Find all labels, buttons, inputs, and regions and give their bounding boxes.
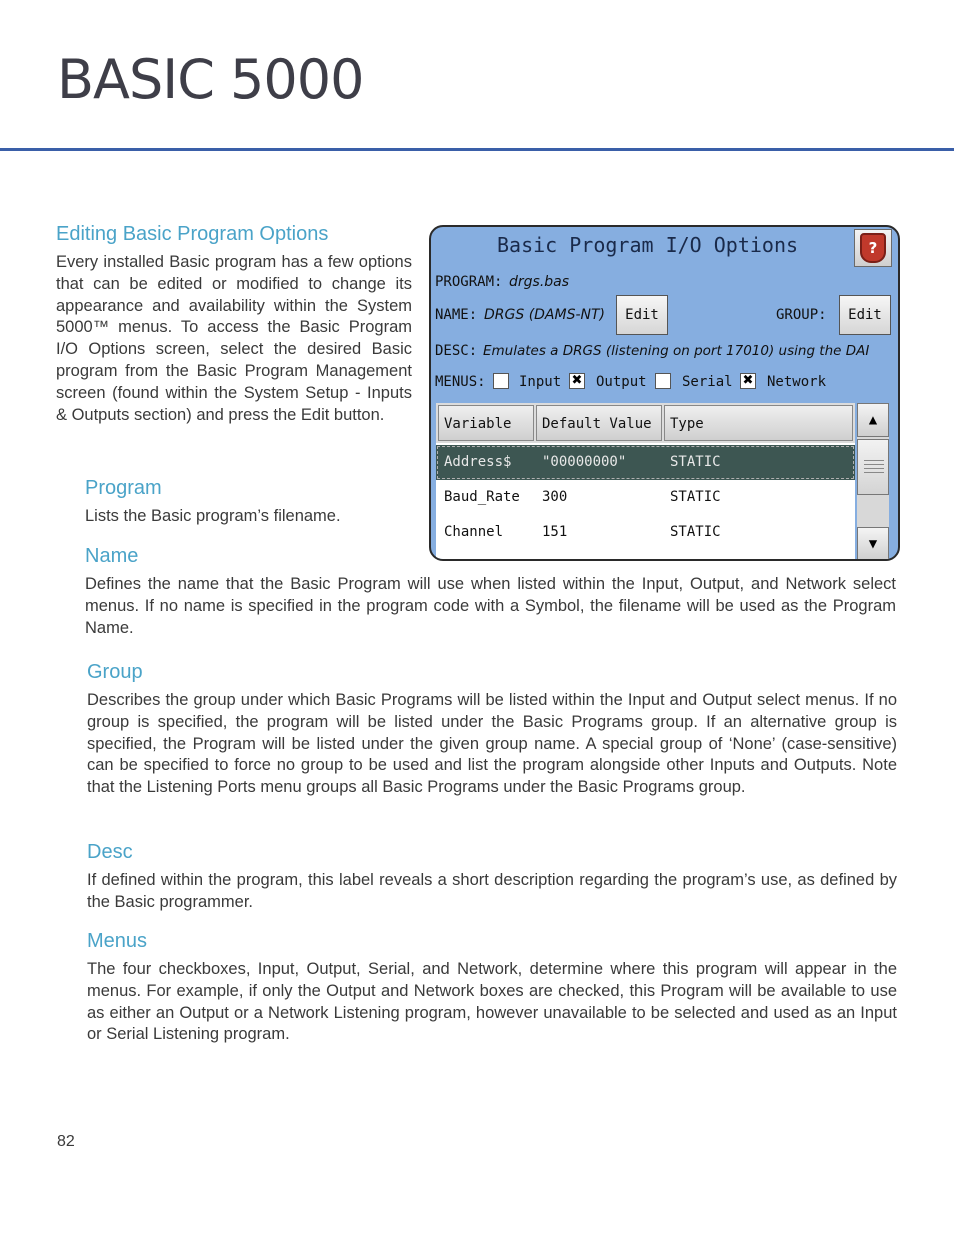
output-checkbox[interactable]: ✖ bbox=[569, 373, 585, 389]
col-type-header[interactable]: Type bbox=[664, 405, 853, 441]
table-row[interactable] bbox=[436, 445, 855, 480]
scroll-up-icon[interactable]: ▲ bbox=[857, 403, 889, 437]
group-text: Describes the group under which Basic Programs will be listed within the Input and Output select menus. If no group is specified, the program will be listed under the Basic Programs group. If an alternative group is specified, the Program will be listed under the given group name. A special group of ‘None’ (case-sensitive) can be specified to force no group to be used and list the program alongside other Inputs and Outputs. Note that the Listening Ports menu groups all Basic Programs under the Basic Programs group. bbox=[87, 691, 897, 797]
desc-label: DESC: bbox=[435, 343, 478, 359]
table-header bbox=[436, 403, 855, 443]
io-options-screenshot bbox=[429, 225, 900, 561]
name-label: NAME: bbox=[435, 307, 478, 323]
cell-default: 151 bbox=[542, 524, 568, 540]
scroll-thumb[interactable] bbox=[857, 439, 889, 495]
name-edit-button[interactable]: Edit bbox=[616, 295, 668, 335]
network-checkbox[interactable]: ✖ bbox=[740, 373, 756, 389]
program-value: drgs.bas bbox=[509, 274, 570, 290]
desc-heading: Desc bbox=[87, 841, 133, 863]
group-label: GROUP: bbox=[776, 307, 827, 323]
help-button[interactable] bbox=[854, 229, 892, 267]
cell-default: 300 bbox=[542, 489, 568, 505]
cell-type: STATIC bbox=[670, 454, 721, 470]
group-heading: Group bbox=[87, 661, 143, 683]
scroll-down-icon[interactable]: ▼ bbox=[857, 527, 889, 561]
output-checkbox-label: Output bbox=[596, 374, 647, 390]
name-value: DRGS (DAMS-NT) bbox=[484, 307, 606, 323]
col-default-header[interactable]: Default Value bbox=[536, 405, 662, 441]
col-variable-header[interactable]: Variable bbox=[438, 405, 534, 441]
table-row[interactable] bbox=[436, 515, 855, 550]
name-text: Defines the name that the Basic Program will use when listed within the Input, Output, and Network select menus. If no name is specified in the program code with a Symbol, the filename will be used as the Program Name. bbox=[85, 575, 896, 637]
intro-text: Every installed Basic program has a few options that can be edited or modified to change its appearance and availability within the System 5000™ menus. To access the Basic Program I/O Options screen, select the desired Basic program from the Basic Program Management screen (found within the System Setup - Inputs & Outputs section) and press the Edit button. bbox=[56, 253, 412, 424]
cell-variable: Baud_Rate bbox=[444, 489, 520, 505]
name-heading: Name bbox=[85, 545, 139, 567]
menus-heading: Menus bbox=[87, 930, 148, 952]
input-checkbox[interactable] bbox=[493, 373, 509, 389]
screen-title: Basic Program I/O Options bbox=[497, 233, 799, 257]
serial-checkbox[interactable] bbox=[655, 373, 671, 389]
cell-type: STATIC bbox=[670, 489, 721, 505]
serial-checkbox-label: Serial bbox=[682, 374, 733, 390]
help-shield-icon: ? bbox=[860, 233, 886, 263]
input-checkbox-label: Input bbox=[519, 374, 562, 390]
program-text: Lists the Basic program’s filename. bbox=[85, 507, 341, 525]
page-number: 82 bbox=[57, 1133, 75, 1150]
menus-label: MENUS: bbox=[435, 374, 486, 390]
desc-text: If defined within the program, this label reveals a short description regarding the program’s use, as defined by the Basic programmer. bbox=[87, 871, 897, 911]
intro-heading: Editing Basic Program Options bbox=[56, 223, 329, 245]
cell-variable: Address$ bbox=[444, 454, 512, 470]
table-scrollbar[interactable] bbox=[857, 403, 889, 559]
cell-variable: Channel bbox=[444, 524, 504, 540]
page-title: BASIC 5000 bbox=[57, 48, 364, 111]
program-heading: Program bbox=[85, 477, 162, 499]
cell-type: STATIC bbox=[670, 524, 721, 540]
desc-value: Emulates a DRGS (listening on port 17010) using the DAI bbox=[483, 343, 870, 359]
group-edit-button[interactable]: Edit bbox=[839, 295, 891, 335]
table-row[interactable] bbox=[436, 480, 855, 515]
program-label: PROGRAM: bbox=[435, 274, 503, 290]
network-checkbox-label: Network bbox=[767, 374, 827, 390]
cell-default: "00000000" bbox=[542, 454, 627, 470]
variables-table bbox=[436, 403, 855, 559]
menus-text: The four checkboxes, Input, Output, Serial, and Network, determine where this program will appear in the menus. For example, if only the Output and Network boxes are checked, this Program will be available to use as either an Output or a Network Listening program, however unavailable to be selected and used as an Input or Serial Listening program. bbox=[87, 960, 897, 1044]
header-rule bbox=[0, 148, 954, 151]
